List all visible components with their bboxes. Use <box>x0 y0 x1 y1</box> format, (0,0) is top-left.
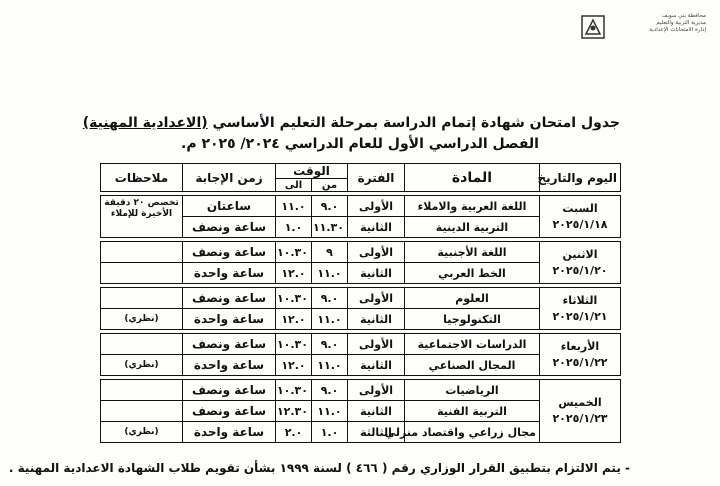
subject-cell: الدراسات الاجتماعية <box>405 334 540 355</box>
from-cell: ١١.٣٠ <box>312 217 348 238</box>
to-cell: ١٠.٣٠ <box>276 334 312 355</box>
to-cell: ١٢.٠ <box>276 309 312 330</box>
duration-cell: ساعة ونصف <box>183 380 276 401</box>
day-cell <box>540 334 621 376</box>
note-cell <box>101 288 183 309</box>
duration-cell: ساعة ونصف <box>183 401 276 422</box>
to-cell: ١٢.٠ <box>276 355 312 376</box>
period-cell: الثالثة <box>348 422 405 443</box>
duration-cell: ساعة واحدة <box>183 422 276 443</box>
day-date: ٢٠٢٥/١/٢٣ <box>552 412 608 425</box>
from-cell: ١١.٠ <box>312 309 348 330</box>
note-cell: تخصص ٢٠ دقيقة الأخيرة للإملاء <box>101 196 183 238</box>
day-cell <box>540 380 621 443</box>
subject-cell: التكنولوجيا <box>405 309 540 330</box>
to-cell: ١١.٠ <box>276 196 312 217</box>
from-cell: ٩.٠ <box>312 196 348 217</box>
from-cell: ١١.٠ <box>312 401 348 422</box>
from-cell: ٩.٠ <box>312 288 348 309</box>
duration-cell: ساعتان <box>183 196 276 217</box>
from-cell: ١١.٠ <box>312 263 348 284</box>
period-cell: الأولى <box>348 242 405 263</box>
from-cell: ١١.٠ <box>312 355 348 376</box>
day-name: الثلاثاء <box>562 293 598 307</box>
note-cell <box>101 380 183 401</box>
title-prefix: جدول امتحان شهادة إتمام الدراسة بمرحلة التعليم الأساسي <box>212 115 620 131</box>
header-duration: زمن الإجابة <box>183 164 276 192</box>
document-subtitle: الفصل الدراسي الأول للعام الدراسي ٢٠٢٤/ ٢٠٢٥ م. <box>181 136 539 152</box>
period-cell: الثانية <box>348 309 405 330</box>
to-cell: ١٠.٣٠ <box>276 380 312 401</box>
note-cell <box>101 242 183 263</box>
subject-cell: التربية الفنية <box>405 401 540 422</box>
to-cell: ١٢.٠ <box>276 263 312 284</box>
logo-text <box>610 13 706 34</box>
day-name: الاثنين <box>562 247 598 261</box>
note-cell: (نظري) <box>101 422 183 443</box>
header-time: الوقت <box>276 164 348 179</box>
title-highlight: (الاعدادية المهنية) <box>82 115 208 131</box>
note-cell: (نظري) <box>101 355 183 376</box>
note-cell <box>101 401 183 422</box>
period-cell: الثانية <box>348 217 405 238</box>
from-cell: ٩ <box>312 242 348 263</box>
header-from: من <box>312 179 348 192</box>
footnote: - يتم الالتزام بتطبيق القرار الوزاري رقم ( ٤٦٦ ) لسنة ١٩٩٩ بشأن تقويم طلاب الشهادة الاعدادية المهنية . <box>8 461 630 475</box>
duration-cell: ساعة ونصف <box>183 334 276 355</box>
period-cell: الثانية <box>348 355 405 376</box>
table-row <box>101 288 621 309</box>
ministry-logo <box>570 6 710 46</box>
header-to: الى <box>276 179 312 192</box>
duration-cell: ساعة ونصف <box>183 288 276 309</box>
exam-schedule-table <box>100 163 621 443</box>
day-cell <box>540 196 621 238</box>
subject-cell: اللغة العربية والاملاء <box>405 196 540 217</box>
duration-cell: ساعة ونصف <box>183 242 276 263</box>
period-cell: الثانية <box>348 263 405 284</box>
period-cell: الأولى <box>348 196 405 217</box>
period-cell: الأولى <box>348 288 405 309</box>
emblem-icon <box>580 14 606 40</box>
day-name: الأربعاء <box>560 339 600 353</box>
to-cell: ١.٠ <box>276 217 312 238</box>
subject-cell: التربية الدينية <box>405 217 540 238</box>
subject-cell: مجال زراعي واقتصاد منزلي <box>405 422 540 443</box>
header-notes: ملاحظات <box>101 164 183 192</box>
note-cell: (نظري) <box>101 309 183 330</box>
from-cell: ٩.٠ <box>312 334 348 355</box>
table-row <box>101 334 621 355</box>
note-cell <box>101 263 183 284</box>
logo-line: محافظة بني سويف <box>661 13 706 19</box>
duration-cell: ساعة ونصف <box>183 217 276 238</box>
subject-cell: اللغة الأجنبية <box>405 242 540 263</box>
header-period: الفترة <box>348 164 405 192</box>
table-row <box>101 196 621 217</box>
day-date: ٢٠٢٥/١/٢٠ <box>552 263 608 277</box>
header-day-date: اليوم والتاريخ <box>540 164 621 192</box>
table-header-row <box>101 164 621 179</box>
to-cell: ٢.٠ <box>276 422 312 443</box>
to-cell: ١٠.٣٠ <box>276 288 312 309</box>
table-row <box>101 242 621 263</box>
header-subject: المادة <box>405 164 540 192</box>
document-title <box>82 115 620 131</box>
day-name: السبت <box>562 201 598 215</box>
note-cell <box>101 334 183 355</box>
duration-cell: ساعة واحدة <box>183 263 276 284</box>
day-name: الخميس <box>558 396 602 409</box>
table-row <box>101 380 621 401</box>
period-cell: الأولى <box>348 334 405 355</box>
logo-line: مديرية التربية والتعليم <box>656 20 706 26</box>
subject-cell: العلوم <box>405 288 540 309</box>
day-cell <box>540 288 621 330</box>
subject-cell: المجال الصناعي <box>405 355 540 376</box>
from-cell: ١.٠ <box>312 422 348 443</box>
day-cell <box>540 242 621 284</box>
period-cell: الأولى <box>348 380 405 401</box>
logo-line: إدارة الامتحانات الإعدادية <box>649 27 706 33</box>
to-cell: ١٠.٣٠ <box>276 242 312 263</box>
from-cell: ٩.٠ <box>312 380 348 401</box>
duration-cell: ساعة واحدة <box>183 355 276 376</box>
day-date: ٢٠٢٥/١/٢٢ <box>552 355 608 369</box>
to-cell: ١٢.٣٠ <box>276 401 312 422</box>
day-date: ٢٠٢٥/١/١٨ <box>552 217 608 231</box>
subject-cell: الرياضيات <box>405 380 540 401</box>
duration-cell: ساعة واحدة <box>183 309 276 330</box>
subject-cell: الخط العربي <box>405 263 540 284</box>
day-date: ٢٠٢٥/١/٢١ <box>552 309 608 323</box>
period-cell: الثانية <box>348 401 405 422</box>
